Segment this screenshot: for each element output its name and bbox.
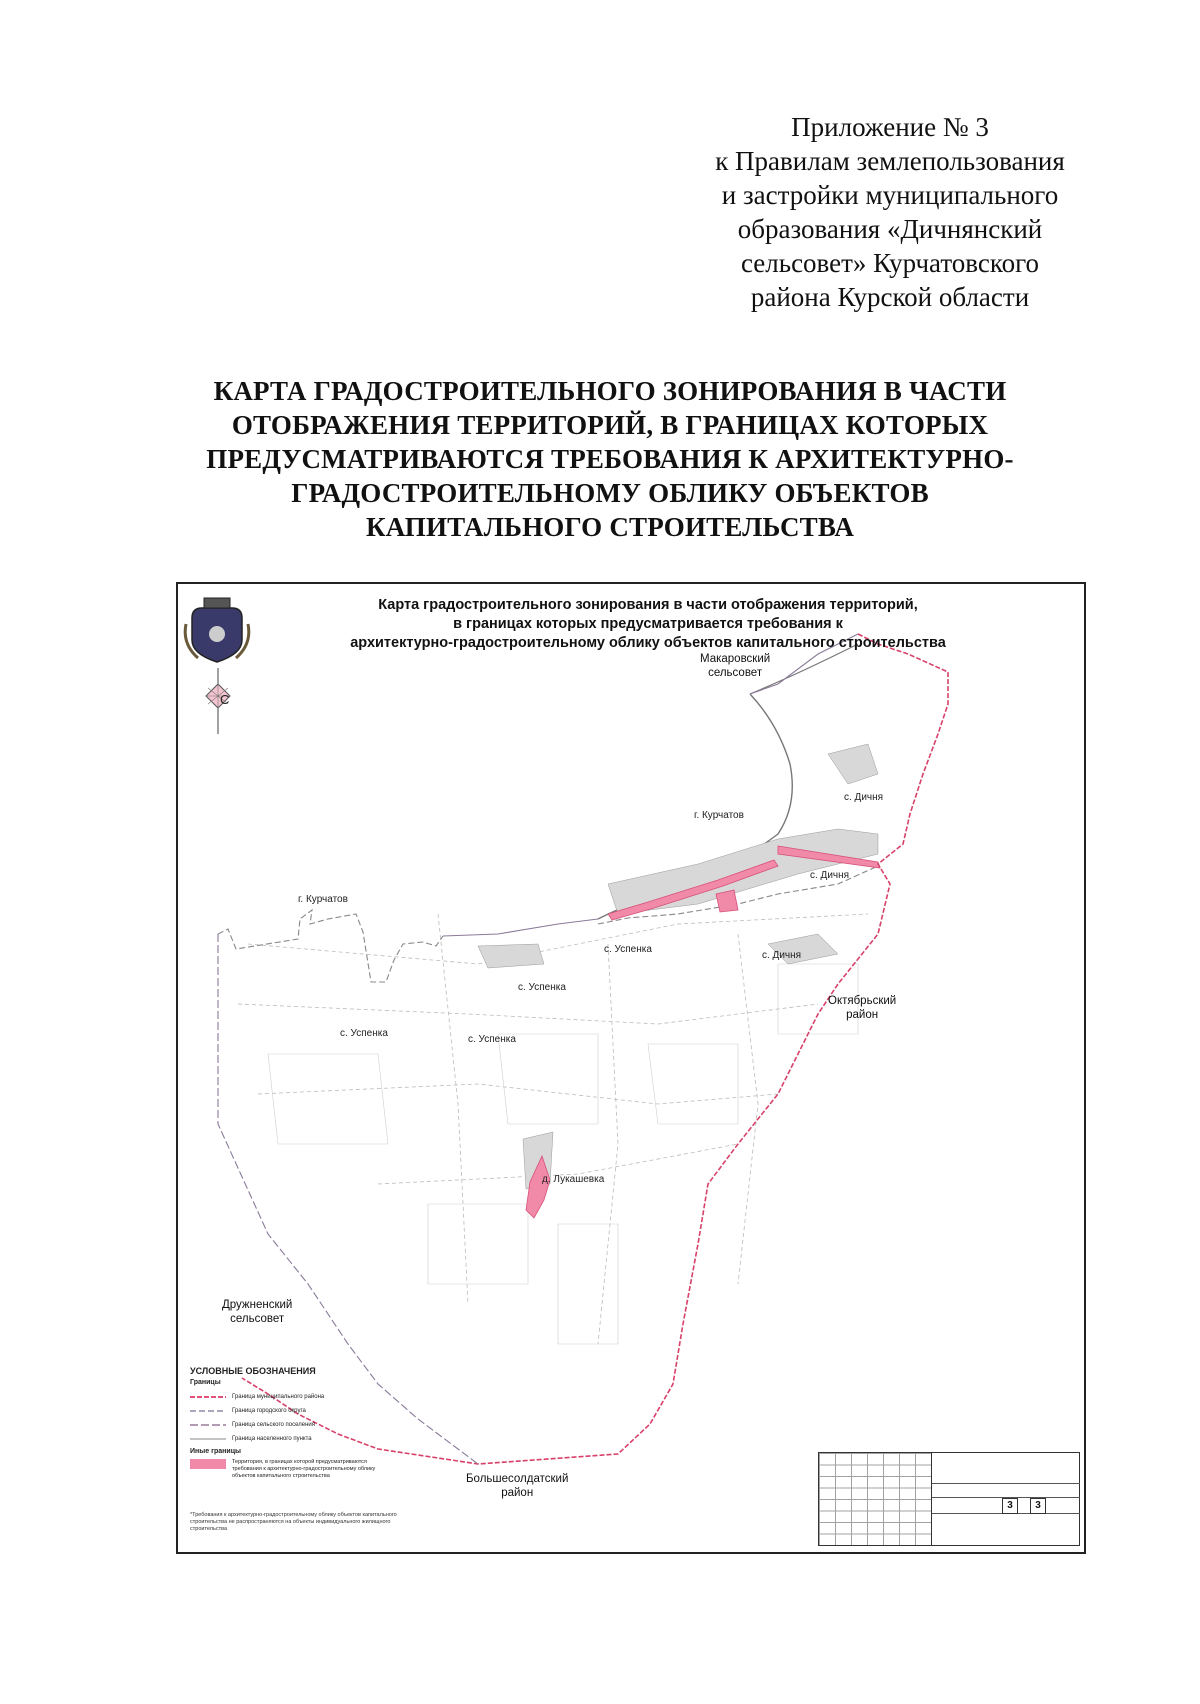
title-line: ПРЕДУСМАТРИВАЮТСЯ ТРЕБОВАНИЯ К АРХИТЕКТУРНО- [206,444,1014,474]
appendix-line: и застройки муниципального [721,180,1059,210]
legend-swatch-rural [190,1422,226,1428]
stamp-sheet-total: 3 [1030,1498,1046,1514]
region-line: Дружненский [222,1299,293,1311]
coat-of-arms-icon [185,598,249,662]
legend-swatch-city [190,1408,226,1414]
legend-label: Граница муниципального района [232,1394,325,1400]
appendix-line: района Курской области [750,282,1030,312]
title-line: ОТОБРАЖЕНИЯ ТЕРРИТОРИЙ, В ГРАНИЦАХ КОТОРЫХ [231,410,989,440]
appendix-block [640,110,1140,314]
region-line: район [501,1487,534,1499]
map-title-line: в границах которых предусматривается требования к [453,616,843,632]
appendix-line: образования «Дичнянский [737,214,1043,244]
stamp-grid [819,1453,931,1545]
region-label-druzhnensky [222,1298,292,1326]
region-line: Большесолдатский [466,1473,569,1485]
legend-other-title: Иные границы [190,1448,241,1455]
legend-subtitle: Границы [190,1379,221,1386]
appendix-line: к Правилам землепользования [715,146,1065,176]
title-line: КАПИТАЛЬНОГО СТРОИТЕЛЬСТВА [365,512,855,542]
north-label: С [220,692,230,707]
legend-item [190,1390,380,1404]
legend-item [190,1418,380,1432]
place-label: д. Лукашевка [542,1174,605,1185]
zoning-map [176,582,1086,1554]
legend-item [190,1404,380,1418]
legend-zone-label: Территория, в границах которой предусматриваются требования к архитектурно-градостроительному облику объектов капитального строительства [232,1459,376,1479]
map-title-line: Карта градостроительного зонирования в части отображения территорий, [378,597,918,613]
legend-label: Граница населенного пункта [232,1436,312,1442]
legend-label: Граница городского округа [232,1408,306,1414]
place-label: с. Успенка [340,1028,388,1039]
title-block-stamp [818,1452,1080,1546]
map-title-line: архитектурно-градостроительному облику объектов капитального строительства [350,635,946,651]
place-label: с. Дичня [844,792,884,803]
region-line: район [846,1009,879,1021]
appendix-line: сельсовет» Курчатовского [740,248,1040,278]
legend-item [190,1432,380,1446]
place-label: с. Дичня [810,870,850,881]
region-label-makarovsky [700,652,770,680]
place-label: с. Успенка [518,982,566,993]
place-label: с. Успенка [604,944,652,955]
place-label: г. Курчатов [694,810,744,821]
place-label: с. Успенка [468,1034,516,1045]
region-label-bolsheoldatsky [466,1472,568,1500]
map-footnote: *Требования к архитектурно-градостроительному облику объектов капитального строительства не распространяются на объекты индивидуального жилищного строительства [190,1512,397,1532]
map-title [298,596,998,653]
title-line: КАРТА ГРАДОСТРОИТЕЛЬНОГО ЗОНИРОВАНИЯ В ЧАСТИ [213,376,1007,406]
appendix-line: Приложение № 3 [791,112,989,142]
stamp-sheet-number: 3 [1002,1498,1018,1514]
document-title [160,374,1060,544]
stamp-info [931,1453,1080,1545]
legend-label: Граница сельского поселения [232,1422,316,1428]
place-label: г. Курчатов [298,894,348,905]
legend-zone-item [190,1459,380,1480]
region-line: Октябрьский [828,995,897,1007]
region-label-oktyabrsky [828,994,896,1022]
map-legend [190,1366,380,1480]
region-line: сельсовет [230,1313,285,1325]
legend-zone-swatch [190,1459,226,1469]
place-label: с. Дичня [762,950,802,961]
region-line: сельсовет [708,667,763,679]
title-line: ГРАДОСТРОИТЕЛЬНОМУ ОБЛИКУ ОБЪЕКТОВ [291,478,929,508]
legend-swatch-settlement [190,1436,226,1442]
legend-title: УСЛОВНЫЕ ОБОЗНАЧЕНИЯ [190,1366,316,1376]
legend-swatch-district [190,1394,226,1400]
region-line: Макаровский [700,653,771,665]
